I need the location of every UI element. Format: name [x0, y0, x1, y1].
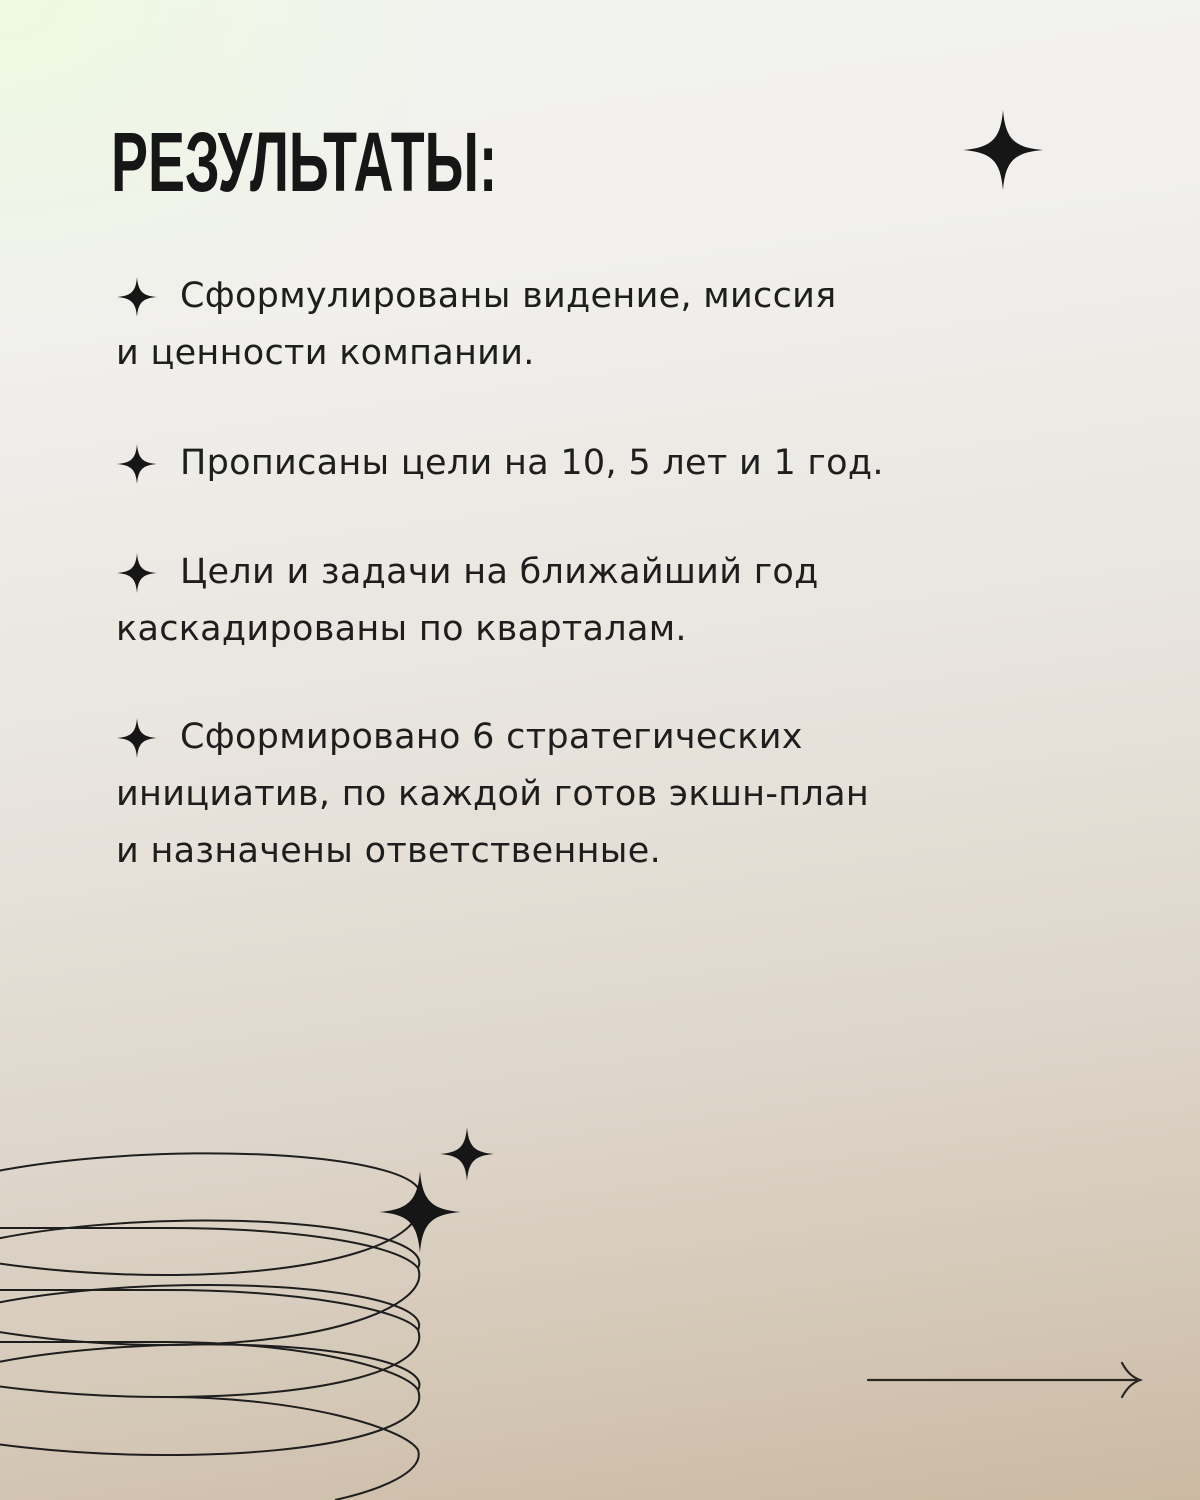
- sparkle-icon: [117, 550, 157, 596]
- slide-title: РЕЗУЛЬТАТЫ:: [111, 115, 498, 209]
- arrow-right-icon[interactable]: [868, 1363, 1140, 1397]
- item-text: Прописаны цели на 10, 5 лет и 1 год.: [180, 443, 884, 483]
- sparkle-icon: [117, 441, 157, 487]
- sparkle-icon: [440, 1127, 494, 1181]
- item-text: Сформировано 6 стратегических: [180, 717, 803, 757]
- item-text: каскадированы по кварталам.: [116, 609, 687, 649]
- item-text: и ценности компании.: [116, 333, 535, 373]
- item-text: Сформулированы видение, миссия: [180, 276, 837, 316]
- item-text: и назначены ответственные.: [116, 831, 662, 871]
- item-text: Цели и задачи на ближайший год: [180, 552, 819, 592]
- spiral-rings-decoration: [0, 1153, 420, 1500]
- item-text: инициатив, по каждой готов экшн-план: [116, 774, 870, 814]
- sparkle-icon: [117, 274, 157, 320]
- sparkle-icon: [117, 715, 157, 761]
- sparkle-icon: [963, 110, 1043, 190]
